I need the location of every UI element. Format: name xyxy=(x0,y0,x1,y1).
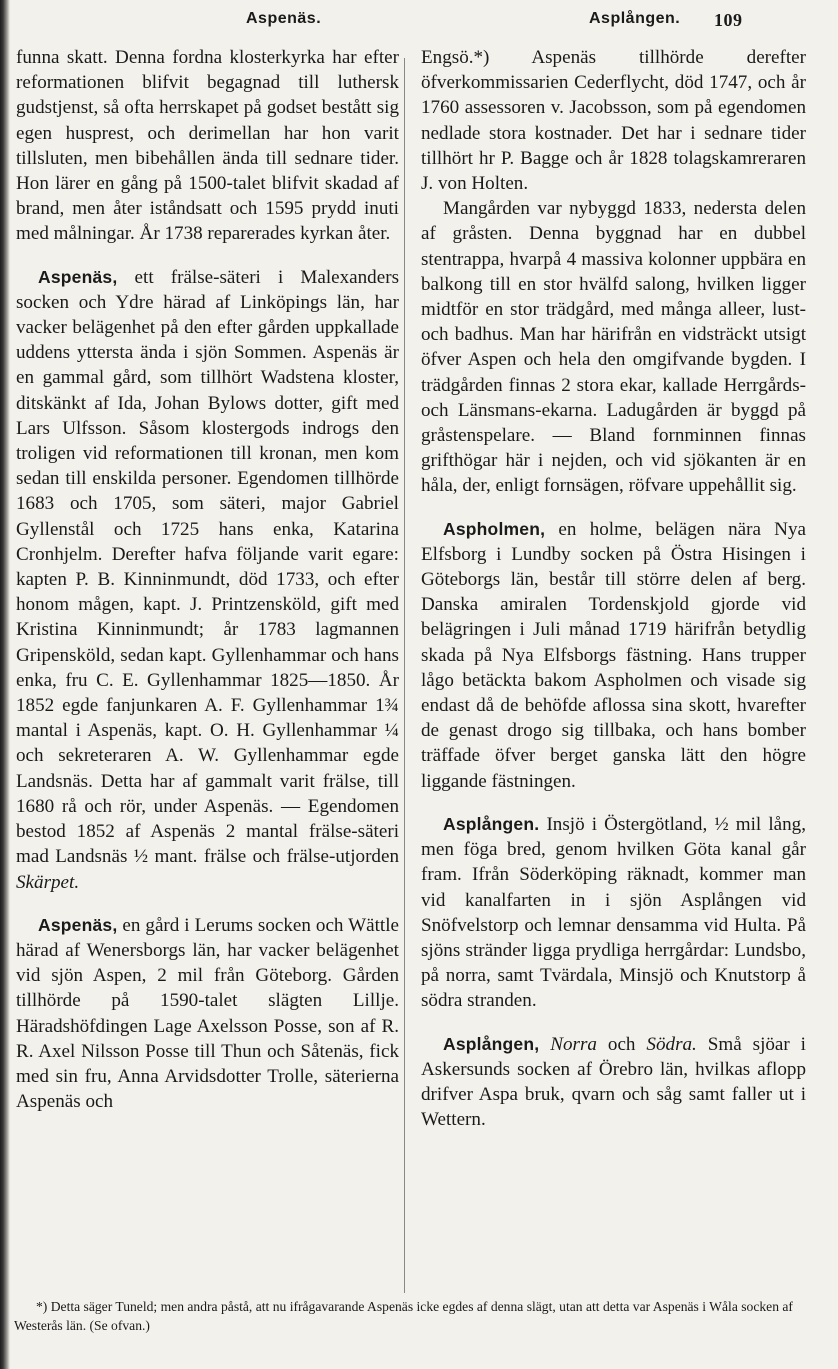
continued-paragraph: funna skatt. Denna fordna klosterkyrka har efter reformationen blifvit begagnad till luthersk gudstjenst, så ofta herrskapet på godset bestått sig egen husprest, och derimellan har hon varit tillsluten, men bibehållen ända till sednare tider. Hon lärer en gång på 1500-talet blifvit skadad af brand, men åter iståndsatt och 1595 prydd inuti med målningar. År 1738 reparerades kyrkan åter. xyxy=(16,47,399,245)
entry-asplangen-norra-sodra xyxy=(421,1032,806,1133)
entry-italic-term: Skärpet. xyxy=(16,871,80,893)
entry-headword: Aspenäs, xyxy=(38,266,118,287)
entry-italic-term: Norra xyxy=(550,1033,597,1055)
running-header xyxy=(240,10,778,40)
entry-text: Små sjöar i Askersunds socken af Örebro län, hvilkas aflopp drifver Aspa bruk, qvarn och såg samt faller ut i Wettern. xyxy=(421,1033,806,1131)
entry-asplangen-ostergotland xyxy=(421,812,806,1014)
entry-headword: Aspenäs, xyxy=(38,914,118,935)
entry-headword: Aspholmen, xyxy=(443,518,546,539)
left-column xyxy=(16,45,399,1114)
entry-text: en gård i Lerums socken och Wättle härad af Wenersborgs län, har vacker belägenhet vid sjön Aspen, 2 mil från Göteborg. Gården tillhörde på 1590-talet slägten Lillje. Häradshöfdingen Lage Axelsson Posse, son af R. R. Axel Nilsson Posse till Thun och Såtenäs, fick med sin fru, Anna Arvidsdotter Trolle, säterierna Aspenäs och xyxy=(16,914,399,1113)
entry-text: Insjö i Östergötland, ½ mil lång, men föga bred, genom hvilken Göta kanal går fram. Ifrån Söderköping räknadt, kommer man vid kanalfarten in i sjön Asplången vid Snöfvelstorp och lemnar densamma vid Hulta. På sjöns stränder ligga prydliga herrgårdar: Lundsbo, på norra, samt Tvärdala, Minsjö och Knutstorp å södra stranden. xyxy=(421,813,806,1012)
binding-edge xyxy=(0,0,10,1369)
page-number: 109 xyxy=(714,10,743,30)
header-left-keyword: Aspenäs. xyxy=(246,10,322,27)
entry-aspenas-lerum xyxy=(16,913,399,1115)
entry-joiner: och xyxy=(607,1033,636,1055)
footnote xyxy=(14,1297,814,1335)
header-right-keyword: Asplången. xyxy=(589,10,681,27)
entry-headword: Asplången, xyxy=(443,1033,540,1054)
paragraph-mangarden: Mangården var nybyggd 1833, nedersta delen af gråsten. Denna byggnad har en dubbel stentrappa, hvarpå 4 massiva kolonner uppbära en balkong till en stor hvälfd salong, hvilken ligger midtför en stor trädgård, med många alleer, lust- och badhus. Man har härifrån en vidsträckt utsigt öfver Aspen och hela den omgifvande bygden. I trädgården finnas 2 stora ekar, kallade Herrgårds- och Länsmans-ekarna. Ladugården är byggd på gråstenspelare. — Bland fornminnen finnas grifthögar här i nejden, och vid sjökanten är en håla, der, enligt fornsägen, röfvare uppehållit sig. xyxy=(421,198,806,497)
column-divider xyxy=(404,58,405,1293)
entry-text: ett frälse-säteri i Malexanders socken och Ydre härad af Linköpings län, har vacker belägenhet på den efter gården uppkallade uddens yttersta ända i sjön Sommen. Aspenäs är en gammal gård, som tillhört Wadstena kloster, ditskänkt af Ida, Johan Bylows dotter, gift med Lars Ulfsson. Såsom klostergods indrogs den troligen vid reformationen till kronan, men kom sedan till enskilda personer. Egendomen tillhörde 1683 och 1705, som säteri, major Gabriel Gyllenstål och 1725 hans enka, Katarina Cronhjelm. Derefter hafva följande varit egare: kapten P. B. Kinninmundt, död 1733, och efter honom mågen, kapt. J. Printzensköld, gift med Kristina Kinninmundt; år 1783 lagmannen Gripensköld, sedan kapt. Gyllenhammar och hans enka, fru C. E. Gyllenhammar 1825—1850. År 1852 egde fanjunkaren A. F. Gyllenhammar 1¾ mantal i Aspenäs, kapt. O. H. Gyllenhammar ¼ och sekreteraren A. W. Gyllenhammar egde Landsnäs. Detta har af gammalt varit frälse, till 1680 rå och rör, under Aspenäs. — Egendomen bestod 1852 af Aspenäs 2 mantal frälse-säteri mad Landsnäs ½ mant. frälse och frälse-utjorden xyxy=(16,266,399,868)
footnote-text: *) Detta säger Tuneld; men andra påstå, att nu ifrågavarande Aspenäs icke egdes af denna slägt, utan att detta var Aspenäs i Wåla socken af Westerås län. (Se ofvan.) xyxy=(14,1299,793,1333)
entry-text: en holme, belägen nära Nya Elfsborg i Lundby socken på Östra Hisingen i Göteborgs län, består till större delen af berg. Danska amiralen Tordenskjold gjorde vid belägringen i Juli månad 1719 härifrån betydlig skada på Nya Elfsborgs fästning. Hans trupper lågo betäckta bakom Aspholmen och visade sig endast då de behöfde aflossa sina skott, hvarefter de genast drogo sig tillbaka, och hans bomber träffade öfver berget ganska lätt den högre liggande fästningen. xyxy=(421,518,806,792)
entry-aspholmen xyxy=(421,517,806,794)
right-column xyxy=(421,45,806,1132)
entry-aspenas-malexander xyxy=(16,265,399,895)
continued-paragraph: Engsö.*) Aspenäs tillhörde derefter öfverkommissarien Cederflycht, död 1747, och år 1760 assessoren v. Jacobsson, som på egendomen nedlade stora kostnader. Det har i sednare tider tillhört hr P. Bagge och år 1828 tolagskamreraren J. von Holten. xyxy=(421,47,806,195)
entry-italic-term: Södra. xyxy=(646,1033,697,1055)
entry-headword: Asplången. xyxy=(443,813,540,834)
